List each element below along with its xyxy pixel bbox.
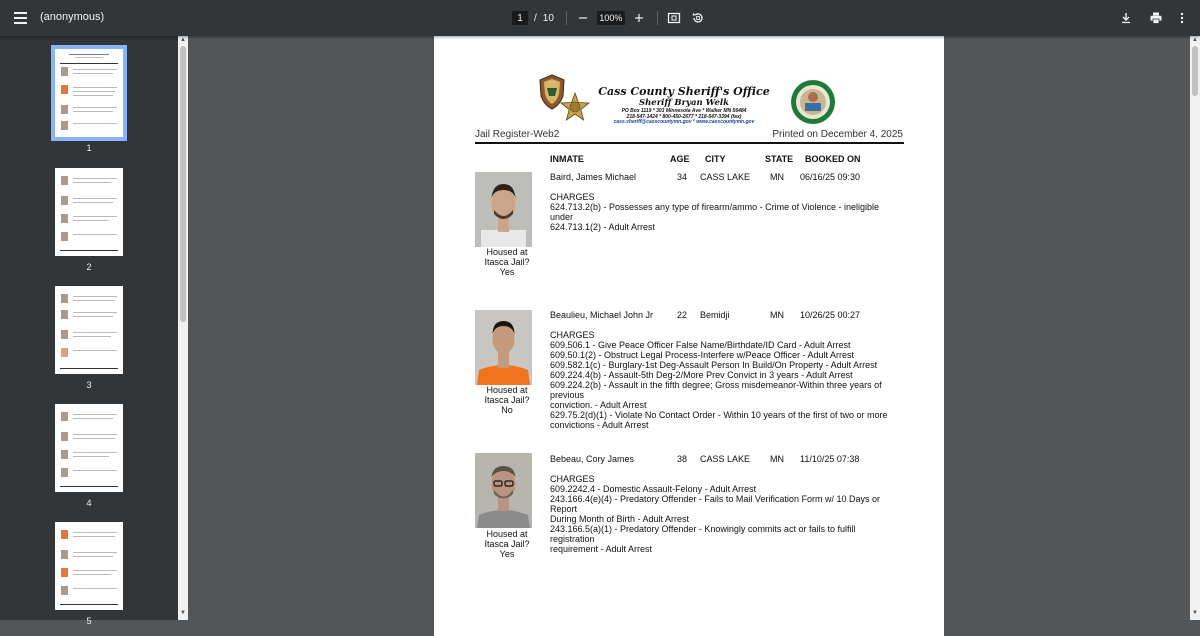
inmate-photo [475, 453, 532, 528]
housed-label: Itasca Jail? [484, 539, 530, 549]
scroll-up-arrow-icon[interactable]: ▲ [180, 37, 186, 43]
toolbar-divider [657, 11, 658, 25]
housed-label: Itasca Jail? [484, 395, 530, 405]
charges-block [550, 330, 900, 430]
inmate-city: Bemidji [700, 310, 730, 320]
more-options-icon[interactable] [1172, 8, 1192, 28]
zoom-in-icon[interactable] [629, 8, 649, 28]
charge-line: convictions - Adult Arrest [550, 420, 649, 430]
column-inmate: INMATE [550, 154, 584, 164]
charge-line: 609.506.1 - Give Peace Officer False Name/Birthdate/ID Card - Adult Arrest [550, 340, 851, 350]
charges-label: CHARGES [550, 474, 595, 484]
charge-line: 609.582.1(c) - Burglary-1st Deg-Assault Person In Build/On Property - Adult Arrest [550, 360, 878, 370]
charges-block [550, 474, 900, 554]
page-total: 10 [542, 12, 554, 24]
scroll-up-arrow-icon[interactable]: ▲ [1192, 37, 1198, 43]
charge-line: 609.2242.4 - Domestic Assault-Felony - Adult Arrest [550, 484, 757, 494]
charge-line: 624.713.1(2) - Adult Arrest [550, 222, 656, 232]
inmate-photo [475, 310, 532, 385]
inmate-state: MN [770, 172, 784, 182]
thumbnail-image[interactable] [55, 404, 123, 492]
inmate-booked: 11/10/25 07:38 [800, 454, 860, 464]
charge-line: 624.713.2(b) - Possesses any type of firearm/ammo - Crime of Violence - ineligible under [550, 202, 879, 222]
housed-label: Housed at [486, 247, 528, 257]
thumbnail-image[interactable] [55, 49, 123, 137]
office-web: cass.sheriff@casscountymn.gov * www.casscountymn.gov [613, 119, 755, 125]
thumbnail-page-2[interactable] [55, 168, 123, 272]
header-rule [475, 142, 904, 144]
thumbnail-page-4[interactable] [55, 404, 123, 508]
pdf-page [434, 36, 944, 636]
housed-label: Itasca Jail? [484, 257, 530, 267]
viewer-scrollbar-thumb[interactable] [1192, 46, 1198, 96]
inmate-age: 34 [677, 172, 688, 182]
thumbnail-page-3[interactable] [55, 286, 123, 390]
page-number-input[interactable] [512, 11, 528, 25]
inmate-city: CASS LAKE [700, 454, 751, 464]
thumbnail-label: 5 [86, 616, 92, 626]
inmate-booked: 10/26/25 00:27 [800, 310, 861, 320]
charge-line: 609.50.1(2) - Obstruct Legal Process-Interfere w/Peace Officer - Adult Arrest [550, 350, 854, 360]
column-age: AGE [670, 154, 690, 164]
scroll-down-arrow-icon[interactable]: ▼ [180, 610, 186, 616]
charge-line: 243.166.4(e)(4) - Predatory Offender - Fails to Mail Verification Form w/ 10 Days or Report [550, 494, 880, 514]
housed-value: Yes [499, 549, 515, 559]
scroll-down-arrow-icon[interactable]: ▼ [1192, 610, 1198, 616]
document-viewer [188, 36, 1190, 620]
inmate-name: Baird, James Michael [550, 172, 637, 182]
column-state: STATE [765, 154, 794, 164]
sheriff-name: Sheriff Bryan Welk [638, 98, 730, 108]
thumbnail-label: 1 [86, 143, 92, 153]
column-city: CITY [705, 154, 726, 164]
housed-value: Yes [499, 267, 515, 277]
download-icon[interactable] [1116, 8, 1136, 28]
toolbar-actions [1116, 8, 1192, 28]
charge-line: conviction. - Adult Arrest [550, 400, 647, 410]
thumbnail-label: 2 [86, 262, 92, 272]
charge-line: 243.166.5(a)(1) - Predatory Offender - Knowingly commits act or fails to fulfill registration [550, 524, 856, 544]
printed-date: Printed on December 4, 2025 [772, 129, 903, 140]
phone-line: 218-547-1424 * 800-450-2677 * 218-547-3394 (fax) [626, 114, 742, 120]
register-name: Jail Register-Web2 [475, 129, 560, 140]
inmate-name: Beaulieu, Michael John Jr [550, 310, 654, 320]
thumbnail-page-5[interactable] [55, 522, 123, 626]
inmate-age: 38 [677, 454, 688, 464]
thumbnail-page-1[interactable] [55, 49, 123, 153]
charges-label: CHARGES [550, 330, 595, 340]
thumbnail-image[interactable] [55, 522, 123, 610]
charge-line: During Month of Birth - Adult Arrest [550, 514, 690, 524]
housed-status [475, 247, 539, 277]
office-name: Cass County Sheriff's Office [598, 85, 770, 98]
rotate-icon[interactable] [688, 8, 708, 28]
housed-label: Housed at [486, 529, 528, 539]
charges-block [550, 192, 900, 232]
pdf-toolbar [0, 0, 1200, 36]
menu-icon[interactable] [10, 8, 30, 28]
inmate-city: CASS LAKE [700, 172, 751, 182]
charge-line: 609.224.4(b) - Assault-5th Deg-2/More Prev Convict in 3 years - Adult Arrest [550, 370, 853, 380]
address-line: PO Box 1119 * 303 Minnesota Ave * Walker MN 56484 [621, 108, 747, 114]
toolbar-divider [566, 11, 567, 25]
thumbnail-image[interactable] [55, 286, 123, 374]
thumbnail-label: 4 [86, 498, 92, 508]
print-icon[interactable] [1146, 8, 1166, 28]
charges-label: CHARGES [550, 192, 595, 202]
zoom-out-icon[interactable] [573, 8, 593, 28]
inmate-age: 22 [677, 310, 688, 320]
thumbnail-image[interactable] [55, 168, 123, 256]
fit-to-page-icon[interactable] [664, 8, 684, 28]
page-separator: / [534, 12, 537, 24]
charge-line: 629.75.2(d)(1) - Violate No Contact Order - Within 10 years of the first of two or more [550, 410, 888, 420]
viewer-scrollbar[interactable] [1190, 36, 1200, 620]
housed-label: Housed at [486, 385, 528, 395]
inmate-booked: 06/16/25 09:30 [800, 172, 861, 182]
zoom-input[interactable] [597, 11, 625, 25]
charge-line: requirement - Adult Arrest [550, 544, 653, 554]
page-controls [512, 8, 708, 28]
housed-status [475, 529, 539, 559]
county-seal-logo [790, 79, 836, 125]
inmate-state: MN [770, 454, 784, 464]
column-booked: BOOKED ON [805, 154, 861, 164]
housed-status [475, 385, 539, 415]
inmate-state: MN [770, 310, 784, 320]
sidebar-scrollbar-thumb[interactable] [180, 46, 186, 322]
housed-value: No [501, 405, 513, 415]
document-title: (anonymous) [40, 11, 105, 23]
thumbnail-label: 3 [86, 380, 92, 390]
inmate-photo [475, 172, 532, 247]
thumbnail-sidebar [0, 36, 178, 626]
inmate-name: Bebeau, Cory James [550, 454, 635, 464]
charge-line: 609.224.2(b) - Assault in the fifth degree; Gross misdemeanor-Within three years of previous [550, 380, 882, 400]
